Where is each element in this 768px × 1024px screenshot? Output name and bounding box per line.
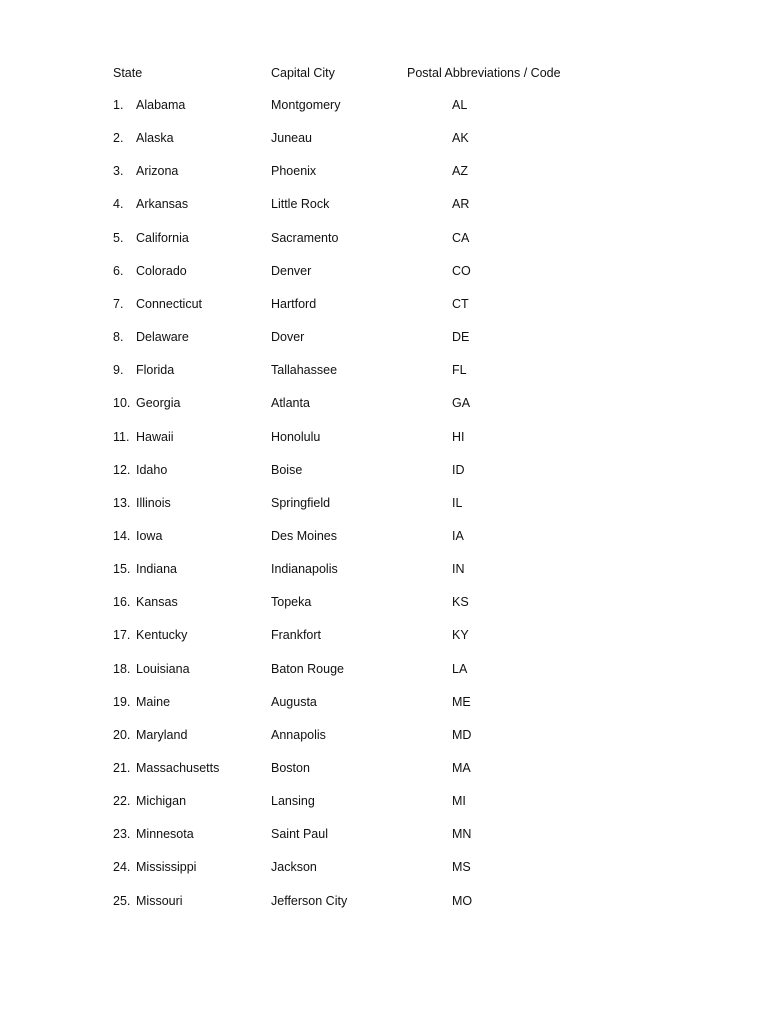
capital-city: Indianapolis [271, 562, 338, 577]
table-row [0, 294, 768, 314]
table-row [0, 261, 768, 281]
row-number: 14. [113, 528, 131, 543]
capital-city: Baton Rouge [271, 661, 344, 676]
capital-city: Topeka [271, 595, 312, 610]
postal-code: AR [452, 197, 470, 212]
table-row [0, 559, 768, 579]
state-name: Indiana [136, 562, 178, 577]
postal-code: CA [452, 230, 470, 245]
row-number: 10. [113, 396, 131, 411]
postal-code: GA [452, 396, 471, 411]
row-number: 2. [113, 131, 124, 146]
state-name: Missouri [136, 893, 183, 908]
state-name: Alaska [136, 131, 174, 146]
capital-city: Phoenix [271, 164, 317, 179]
capital-city: Atlanta [271, 396, 310, 411]
state-name: Georgia [136, 396, 181, 411]
capital-city: Denver [271, 263, 312, 278]
state-name: Hawaii [136, 429, 174, 444]
capital-city: Lansing [271, 794, 315, 809]
postal-code: MA [452, 761, 471, 775]
row-number: 9. [113, 363, 124, 378]
table-row [0, 857, 768, 877]
postal-code: AL [452, 98, 468, 112]
row-number: 24. [113, 860, 131, 875]
header-postal-code: Postal Abbreviations / Code [407, 66, 561, 80]
state-name: Kentucky [136, 628, 188, 643]
postal-code: DE [452, 330, 470, 345]
row-number: 16. [113, 595, 131, 610]
table-row [0, 725, 768, 745]
table-row [0, 95, 768, 115]
postal-code: IL [452, 495, 463, 510]
table-row [0, 891, 768, 911]
row-number: 18. [113, 661, 131, 676]
postal-code: KS [452, 595, 469, 610]
postal-code: KY [452, 628, 469, 643]
table-row [0, 824, 768, 844]
capital-city: Annapolis [271, 727, 326, 742]
state-name: Florida [136, 363, 175, 378]
state-name: Maryland [136, 727, 188, 742]
capital-city: Juneau [271, 131, 313, 146]
capital-city: Sacramento [271, 230, 339, 245]
capital-city: Tallahassee [271, 363, 338, 378]
state-name: Mississippi [136, 860, 197, 875]
row-number: 6. [113, 263, 124, 278]
postal-code: CO [452, 263, 471, 278]
capital-city: Hartford [271, 296, 317, 311]
row-number: 23. [113, 827, 131, 842]
capital-city: Jackson [271, 860, 317, 875]
table-row [0, 194, 768, 214]
state-name: Idaho [136, 462, 168, 477]
row-number: 3. [113, 164, 124, 179]
state-name: California [136, 230, 189, 245]
postal-code: MI [452, 794, 466, 809]
postal-code: ID [452, 462, 465, 477]
state-name: Iowa [136, 528, 163, 543]
row-number: 17. [113, 628, 131, 643]
postal-code: IA [452, 528, 464, 543]
state-name: Minnesota [136, 827, 194, 842]
row-number: 25. [113, 893, 131, 908]
row-number: 11. [113, 429, 130, 444]
postal-code: MN [452, 827, 472, 842]
state-name: Colorado [136, 263, 187, 278]
row-number: 20. [113, 727, 131, 742]
postal-code: HI [452, 429, 465, 444]
state-name: Maine [136, 694, 171, 709]
row-number: 7. [113, 296, 124, 311]
table-row [0, 393, 768, 413]
table-row [0, 128, 768, 148]
header-capital-city: Capital City [271, 66, 335, 80]
state-name: Michigan [136, 794, 187, 809]
capital-city: Frankfort [271, 628, 322, 643]
state-name: Arkansas [136, 197, 189, 212]
state-name: Massachusetts [136, 761, 220, 775]
row-number: 5. [113, 230, 124, 245]
state-name: Arizona [136, 164, 179, 179]
postal-code: FL [452, 363, 467, 378]
table-row [0, 228, 768, 248]
table-row [0, 592, 768, 612]
row-number: 15. [113, 562, 131, 577]
postal-code: LA [452, 661, 468, 676]
table-row [0, 161, 768, 181]
table-row [0, 493, 768, 513]
capital-city: Little Rock [271, 197, 330, 212]
postal-code: AZ [452, 164, 468, 179]
capital-city: Springfield [271, 495, 331, 510]
capital-city: Saint Paul [271, 827, 328, 842]
capital-city: Honolulu [271, 429, 321, 444]
capital-city: Dover [271, 330, 305, 345]
row-number: 8. [113, 330, 124, 345]
row-number: 19. [113, 694, 131, 709]
capital-city: Augusta [271, 694, 317, 709]
header-state: State [113, 66, 143, 80]
table-header [0, 63, 768, 83]
row-number: 4. [113, 197, 124, 212]
state-name: Connecticut [136, 296, 203, 311]
row-number: 1. [113, 98, 124, 112]
postal-code: ME [452, 694, 471, 709]
table-row [0, 360, 768, 380]
table-row [0, 526, 768, 546]
table-row [0, 659, 768, 679]
state-name: Kansas [136, 595, 178, 610]
capital-city: Jefferson City [271, 893, 348, 908]
table-row [0, 327, 768, 347]
capital-city: Montgomery [271, 98, 341, 112]
table-row [0, 625, 768, 645]
row-number: 21. [113, 761, 131, 775]
state-name: Louisiana [136, 661, 190, 676]
state-name: Illinois [136, 495, 171, 510]
table-row [0, 758, 768, 778]
postal-code: AK [452, 131, 469, 146]
postal-code: MD [452, 727, 472, 742]
capital-city: Boise [271, 462, 303, 477]
postal-code: MO [452, 893, 473, 908]
state-name: Alabama [136, 98, 186, 112]
state-name: Delaware [136, 330, 189, 345]
row-number: 12. [113, 462, 131, 477]
postal-code: MS [452, 860, 471, 875]
postal-code: IN [452, 562, 465, 577]
row-number: 13. [113, 495, 131, 510]
capital-city: Boston [271, 761, 310, 775]
row-number: 22. [113, 794, 131, 809]
table-row [0, 692, 768, 712]
table-row [0, 791, 768, 811]
capital-city: Des Moines [271, 528, 337, 543]
table-row [0, 427, 768, 447]
table-row [0, 460, 768, 480]
postal-code: CT [452, 296, 469, 311]
